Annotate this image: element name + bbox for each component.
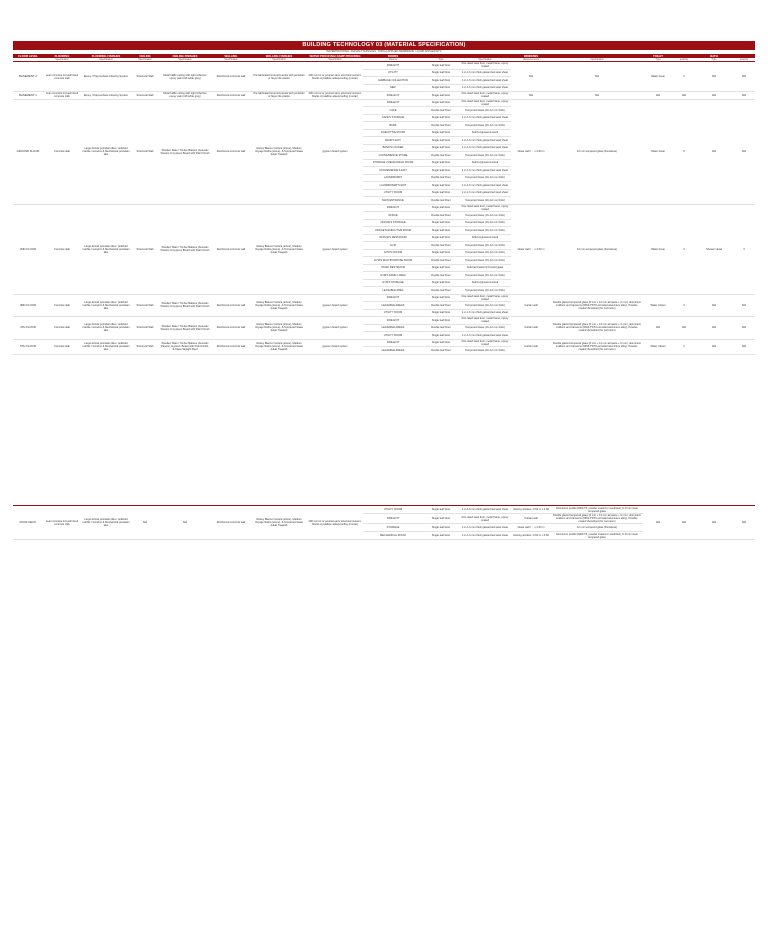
column-subheader: Specification bbox=[459, 58, 511, 62]
ceiling-finish: Wooden Slats / Timber Battens (Acoustic Panels) & Gypsum Board with Paint Finish bbox=[159, 294, 211, 317]
toilet-type: N/A bbox=[643, 506, 673, 540]
flooring-finish: Large-format porcelain tiles / polished marble / terrazzo & Mechanical porcelain tiles bbox=[81, 339, 131, 354]
door-type: Double leaf Door bbox=[423, 107, 459, 115]
door-spec: 1.2–1.6 mm thick galvanized steel sheet bbox=[459, 182, 511, 190]
spec-table bbox=[13, 54, 755, 355]
door-type: Double leaf Door bbox=[423, 212, 459, 220]
door-room: MAIN ENTRANCE bbox=[363, 197, 423, 205]
door-type: Double leaf Door bbox=[423, 272, 459, 280]
walling-spec: Reinforced concrete wall bbox=[211, 204, 251, 294]
walling-spec: Reinforced concrete wall bbox=[211, 317, 251, 340]
window-spec: Aluminium profile (6063-T5, powder coated or anodized), 6–8 mm clear tempered glass bbox=[551, 506, 643, 514]
ceiling-spec: Structural Slab bbox=[131, 99, 159, 204]
walling-finish: Glossy Bianco Carrara (stone), Medium Voyage Dabra (stone), & Tempered Glass (Heat Treated) bbox=[251, 294, 307, 317]
window-spec: Double glazed tempered glass (6 mm + 12 mm airspace + 6 mm), aluminium mullions and transoms (6063-T5/T6 extruded aluminium alloy), Powder-coated /Anodized (for corrosion) bbox=[551, 339, 643, 354]
column-subheader: Measurements bbox=[511, 58, 551, 62]
column-header: FLOORING bbox=[43, 54, 81, 58]
window-spec: Double glazed tempered glass (6 mm + 12 mm airspace + 6 mm), aluminium mullions and transoms (6063-T5/T6 extruded aluminium alloy), Powder-coated /Anodized (for corrosion) bbox=[551, 317, 643, 340]
door-spec: Tempered Glass (10–12 mm thick) bbox=[459, 197, 511, 205]
door-type: Single leaf Door bbox=[423, 159, 459, 167]
door-room: OFFICE bbox=[363, 212, 423, 220]
door-spec: Tempered Glass (10–12 mm thick) bbox=[459, 212, 511, 220]
door-type: Double leaf Door bbox=[423, 324, 459, 332]
toilet-quantity: 4 bbox=[673, 339, 695, 354]
door-type: Single leaf Door bbox=[423, 317, 459, 325]
spec-body bbox=[13, 62, 755, 355]
toilet-type: N/A bbox=[643, 317, 673, 340]
door-room: BANK'S EXIT bbox=[363, 137, 423, 145]
door-room: BANK'S LOCKER bbox=[363, 144, 423, 152]
door-room: LAUNDROMAT'S EXIT bbox=[363, 182, 423, 190]
column-header: TOILET bbox=[643, 54, 673, 58]
door-type: Single leaf Door bbox=[423, 77, 459, 85]
walling-finish: Pre-fabricated textured panels with porcelain or fleyer tile planks bbox=[251, 92, 307, 100]
toilet-quantity: 5 bbox=[673, 99, 695, 204]
roof-body bbox=[13, 506, 755, 540]
bath-quantity: N/A bbox=[733, 99, 755, 204]
door-type: Single leaf Door bbox=[423, 332, 459, 340]
window-spec: N/A bbox=[551, 92, 643, 100]
toilet-quantity: N/A bbox=[673, 92, 695, 100]
column-header: CEILING FINISHES bbox=[159, 54, 211, 58]
door-room: BANK bbox=[363, 122, 423, 130]
door-room: FIRE EXIT bbox=[363, 339, 423, 347]
door-room: FIRE EXIT bbox=[363, 62, 423, 70]
door-type: Single leaf Door bbox=[423, 182, 459, 190]
bath-type: N/A bbox=[695, 339, 733, 354]
column-header: CEILING bbox=[131, 54, 159, 58]
door-room: CAFE bbox=[363, 107, 423, 115]
door-spec: 1.2–1.6 mm thick galvanized steel sheet bbox=[459, 77, 511, 85]
table-row bbox=[13, 294, 755, 302]
door-spec: Fire-rated steel door, metal frame, epoxy coated bbox=[459, 339, 511, 347]
walling-spec: Reinforced concrete wall bbox=[211, 62, 251, 92]
ceiling-finish: Metal baffle ceiling with light reflective epoxy paint (off-white gray) bbox=[159, 92, 211, 100]
flooring-spec: Lean concrete & Fuel/mixed concrete slab bbox=[43, 506, 81, 540]
door-room: GYM'S FAMILY AREA bbox=[363, 272, 423, 280]
window-spec: N/A bbox=[551, 62, 643, 92]
ceiling-spec: N/A bbox=[131, 506, 159, 540]
door-spec: Tempered Glass (10–12 mm thick) bbox=[459, 242, 511, 250]
door-type: Single leaf Door bbox=[423, 84, 459, 92]
toilet-type: N/A bbox=[643, 92, 673, 100]
door-room: LEASABLE AREAS bbox=[363, 302, 423, 310]
toilet-quantity: 3 bbox=[673, 62, 695, 92]
bath-quantity: N/A bbox=[733, 317, 755, 340]
toilet-quantity: N/A bbox=[673, 317, 695, 340]
door-room: MEP bbox=[363, 84, 423, 92]
door-room: UTILITY bbox=[363, 69, 423, 77]
door-room: FIRE EXIT bbox=[363, 317, 423, 325]
door-type: Double leaf Door bbox=[423, 197, 459, 205]
column-header: FLOORING FINISHES bbox=[81, 54, 131, 58]
door-room: LEASABLE AREA bbox=[363, 287, 423, 295]
window-spec: Double glazed tempered glass (6 mm + 12 mm airspace + 6 mm), aluminium mullions and transoms (6063-T5/T6 extruded aluminium alloy), Powder-coated /Anodized (for corrosion) bbox=[552, 514, 642, 523]
column-subheader: Type bbox=[643, 58, 673, 62]
door-room: GARBAGE COLLECTION bbox=[363, 77, 423, 85]
door-type: Single leaf Door bbox=[423, 514, 459, 524]
window-spec: 12 mm tempered glass (frameless) bbox=[551, 204, 643, 294]
door-type: Single leaf Door bbox=[423, 69, 459, 77]
ceiling-finish: Metal baffle ceiling with light reflective epoxy paint (off-white gray) bbox=[159, 62, 211, 92]
table-row bbox=[13, 317, 755, 325]
window-spec: 12 mm tempered glass (frameless) bbox=[551, 524, 643, 532]
door-type: Double leaf Door bbox=[423, 122, 459, 130]
door-type: Single leaf Door bbox=[423, 339, 459, 347]
column-subheader: Specification bbox=[131, 58, 159, 62]
flooring-finish: Large-format porcelain tiles / polished marble / terrazzo & Mechanical porcelain tiles bbox=[81, 204, 131, 294]
toilet-type: Water Issue bbox=[643, 99, 673, 204]
door-type: Double leaf Door bbox=[423, 174, 459, 182]
page-title: BUILDING TECHNOLOGY 03 (MATERIAL SPECIFICATION) bbox=[13, 41, 755, 50]
flooring-spec: Concrete slab bbox=[43, 294, 81, 317]
door-room: LAUNDROMAT bbox=[363, 174, 423, 182]
door-spec: Tempered Glass (10–12 mm thick) bbox=[459, 324, 511, 332]
door-type: Single leaf Door bbox=[423, 309, 459, 317]
ceiling-spec: Structural Slab bbox=[131, 92, 159, 100]
door-type: Single leaf Door bbox=[423, 144, 459, 152]
waterproofing-spec: gypsum board system bbox=[307, 294, 363, 317]
door-type: Single leaf Door bbox=[423, 506, 459, 514]
door-room: OFFICE'S RESTROOM bbox=[363, 234, 423, 242]
door-spec: Fire-rated steel door, metal frame, epoxy coated bbox=[459, 62, 511, 70]
column-subheader: Specification bbox=[159, 58, 211, 62]
door-room: CONVENIENCE STORE bbox=[363, 152, 423, 160]
walling-finish: Glossy Bianco Carrara (stone), Medium Voyage Dabra (stone), & Tempered Glass (Heat Treated) bbox=[251, 317, 307, 340]
door-spec: Fire-rated steel door, metal frame, epoxy coated bbox=[459, 204, 511, 212]
door-type: Single leaf Door bbox=[423, 234, 459, 242]
column-subheader: Type bbox=[695, 58, 733, 62]
door-spec: Solid engineered wood bbox=[459, 279, 511, 287]
door-spec: Tempered Glass (10–12 mm thick) bbox=[459, 287, 511, 295]
walling-spec: Reinforced concrete wall bbox=[211, 506, 251, 540]
table-row bbox=[13, 92, 755, 100]
door-room: EXECUTIVE ROOM bbox=[363, 129, 423, 137]
bath-quantity: N/A bbox=[733, 506, 755, 540]
window-measurement: N/A bbox=[511, 62, 551, 92]
door-type: Single leaf Door bbox=[423, 137, 459, 145]
door-type: Single leaf Door bbox=[423, 532, 459, 540]
column-header: WATER PROOFING/ DAMP PROOFING bbox=[307, 54, 363, 58]
door-spec: Tempered Glass (10–12 mm thick) bbox=[459, 249, 511, 257]
door-room: UTILITY ROOM bbox=[363, 189, 423, 197]
column-header: WALLING FINISHES bbox=[251, 54, 307, 58]
flooring-spec: Concrete slab bbox=[43, 204, 81, 294]
door-type: Double leaf Door bbox=[423, 152, 459, 160]
ceiling-spec: Structural Slab bbox=[131, 62, 159, 92]
flooring-finish: Large-format porcelain tiles / polished marble / terrazzo & Mechanical porcelain tiles bbox=[81, 294, 131, 317]
door-spec: Fire-rated steel door, metal frame, epoxy coated bbox=[459, 92, 511, 100]
door-spec: Tempered Glass (10–12 mm thick) bbox=[459, 227, 511, 235]
walling-spec: Reinforced concrete wall bbox=[211, 92, 251, 100]
door-spec: 1.2–1.6 mm thick galvanized steel sheet bbox=[459, 309, 511, 317]
walling-finish: Glossy Bianco Carrara (stone), Medium Voyage Dabra (stone), & Tempered Glass (Heat Treated) bbox=[251, 99, 307, 204]
roof-deck-section bbox=[13, 505, 755, 540]
flooring-finish: Large-format porcelain tiles / polished marble / terrazzo & Mechanical porcelain tiles bbox=[81, 506, 131, 540]
flooring-spec: Concrete slab bbox=[43, 339, 81, 354]
window-measurement: N/A bbox=[511, 92, 551, 100]
window-measurement: Glass wall / ... x 2.60 m bbox=[511, 204, 551, 294]
window-spec: 12 mm tempered glass (frameless) bbox=[551, 99, 643, 204]
bath-type: N/A bbox=[695, 62, 733, 92]
waterproofing-spec: 200 mm lot or pourset sans structural cement-blocks crystalline waterproofing (mortar) bbox=[307, 62, 363, 92]
floor-level: 3RD FLOOR bbox=[13, 294, 43, 317]
door-room: FIRE EXIT bbox=[363, 99, 423, 107]
door-type: Single leaf Door bbox=[423, 92, 459, 100]
window-measurement: Glass wall / ... x 2.60 m bbox=[511, 99, 551, 204]
door-type: Double leaf Door bbox=[423, 242, 459, 250]
door-type: Double leaf Door bbox=[423, 302, 459, 310]
ceiling-spec: Structural Slab bbox=[131, 204, 159, 294]
waterproofing-note: WATERPROOFING: ASPHALT SHINGLES, TORCH-APPLIED MEMBRANE, LIQUID APPLIED ETC bbox=[326, 50, 442, 53]
spec-sheet bbox=[13, 41, 755, 355]
table-row bbox=[13, 506, 755, 514]
column-subheader: Specification bbox=[551, 58, 643, 62]
door-room: FIRE EXIT bbox=[363, 92, 423, 100]
ceiling-spec: Structural Slab bbox=[131, 339, 159, 354]
bath-type: N/A bbox=[695, 294, 733, 317]
door-room: CAFE'S STORAGE bbox=[363, 114, 423, 122]
bath-type: N/A bbox=[695, 92, 733, 100]
walling-finish: Pre-fabricated textured panels with porcelain or fleyer tile planks bbox=[251, 62, 307, 92]
toilet-quantity: N/A bbox=[673, 506, 695, 540]
door-spec: 1.2–1.6 mm thick galvanized steel sheet bbox=[459, 332, 511, 340]
door-spec: Tempered Glass (10–12 mm thick) bbox=[459, 302, 511, 310]
ceiling-finish: Wooden Slats / Timber Battens (Acoustic Panels) & Gypsum Board with Paint Finish bbox=[159, 204, 211, 294]
door-type: Double leaf Door bbox=[423, 347, 459, 355]
column-subheader: quantity bbox=[673, 58, 695, 62]
door-room: STAFF RESTROOM bbox=[363, 264, 423, 272]
window-measurement: Curtain wall bbox=[511, 294, 551, 317]
door-type: Single leaf Door bbox=[423, 129, 459, 137]
door-spec: 1.2–1.6 mm thick galvanized steel sheet bbox=[459, 137, 511, 145]
door-room: UTILITY ROOM bbox=[363, 506, 423, 514]
floor-level: GROUND FLOOR bbox=[13, 99, 43, 204]
table-row bbox=[13, 339, 755, 347]
column-subheader: Specification bbox=[81, 58, 131, 62]
door-room: UTILITY ROOM bbox=[363, 332, 423, 340]
walling-spec: Reinforced concrete wall bbox=[211, 339, 251, 354]
ceiling-finish: Wooden Slats / Timber Battens (Acoustic Panels) & Gypsum Board with Paint Finish bbox=[159, 99, 211, 204]
column-subheader: Type bbox=[423, 58, 459, 62]
flooring-finish: Epoxy / Polyurethane Flooring System bbox=[81, 92, 131, 100]
door-room: STORAGE / MECHANICAL ROOM bbox=[363, 159, 423, 167]
door-type: Single leaf Door bbox=[423, 62, 459, 70]
window-spec: Double glazed tempered glass (6 mm + 12 mm airspace + 6 mm), aluminium mullions and transoms (6063-T5/T6 extruded aluminium alloy), Powder-coated /Anodized (for corrosion) bbox=[551, 294, 643, 317]
door-type: Single leaf Door bbox=[423, 524, 459, 532]
bath-quantity: N/A bbox=[733, 339, 755, 354]
waterproofing-spec: gypsum board system bbox=[307, 204, 363, 294]
door-room: CONVENIENCE'S EXIT bbox=[363, 167, 423, 175]
door-spec: 1.2–1.6 mm thick galvanized steel sheet bbox=[459, 144, 511, 152]
column-header: FLOOR LEVEL bbox=[13, 54, 43, 58]
door-spec: Fire-rated steel door, metal frame, epoxy coated bbox=[459, 317, 511, 325]
door-room: STORAGE bbox=[363, 524, 423, 532]
bath-quantity: N/A bbox=[733, 92, 755, 100]
door-room: MECHANICAL ROOM bbox=[363, 532, 423, 540]
table-row bbox=[13, 62, 755, 70]
roof-table bbox=[13, 505, 755, 540]
door-spec: Solid engineered wood bbox=[459, 234, 511, 242]
ceiling-spec: Structural Slab bbox=[131, 317, 159, 340]
door-room: FIRE EXIT bbox=[363, 204, 423, 212]
flooring-finish: Large-format porcelain tiles / polished marble / terrazzo & Mechanical porcelain tiles bbox=[81, 99, 131, 204]
column-header: DOORS bbox=[363, 54, 423, 58]
door-spec: 1.2–1.6 mm thick galvanized steel sheet bbox=[459, 84, 511, 92]
door-room: GYM bbox=[363, 242, 423, 250]
door-spec: Solid laminated & Frosted glass bbox=[459, 264, 511, 272]
waterproofing-spec: gypsum board system bbox=[307, 317, 363, 340]
floor-level: 4TH FLOOR bbox=[13, 317, 43, 340]
door-spec: Tempered Glass (10–12 mm thick) bbox=[459, 257, 511, 265]
window-measurement: Curtain wall bbox=[511, 339, 551, 354]
flooring-spec: Concrete slab bbox=[43, 99, 81, 204]
door-spec: 1.2–1.6 mm thick galvanized steel sheet bbox=[459, 189, 511, 197]
column-subheader: Specification bbox=[251, 58, 307, 62]
door-room: LEASABLE AREAS bbox=[363, 347, 423, 355]
door-room: UTILITY ROOM bbox=[363, 309, 423, 317]
toilet-type: Water Issue bbox=[643, 204, 673, 294]
door-spec: Solid engineered wood bbox=[459, 129, 511, 137]
walling-finish: Glossy Bianco Carrara (stone), Medium Voyage Dabra (stone), & Tempered Glass (Heat Treated) bbox=[251, 339, 307, 354]
door-type: Single leaf Door bbox=[423, 249, 459, 257]
column-subheader: Rooms bbox=[363, 58, 423, 62]
flooring-spec: Concrete slab bbox=[43, 317, 81, 340]
floor-level: 5TH FLOOR bbox=[13, 339, 43, 354]
door-room: GYM'S MULTIPURPOSE ROOM bbox=[363, 257, 423, 265]
ceiling-spec: Structural Slab bbox=[131, 294, 159, 317]
door-spec: Tempered Glass (10–12 mm thick) bbox=[459, 272, 511, 280]
flooring-spec: Lean concrete & Fuel/mixed concrete slab bbox=[43, 92, 81, 100]
door-room: FIRE EXIT bbox=[363, 514, 423, 524]
column-subheader: Specification bbox=[307, 58, 363, 62]
bath-type: N/A bbox=[695, 99, 733, 204]
door-type: Single leaf Door bbox=[423, 279, 459, 287]
door-type: Single leaf Door bbox=[423, 264, 459, 272]
window-measurement: Awning window / 0.60 m x 0.60 bbox=[511, 532, 551, 540]
column-header: WALLING bbox=[211, 54, 251, 58]
window-measurement: Awning window / 0.60 m x 0.60 bbox=[511, 506, 551, 514]
door-type: Double leaf Door bbox=[423, 257, 459, 265]
door-spec: Fire-rated steel door, metal frame, epoxy coated bbox=[459, 514, 511, 524]
door-type: Single leaf Door bbox=[423, 227, 459, 235]
bath-quantity: N/A bbox=[733, 294, 755, 317]
bath-type: N/A bbox=[695, 506, 733, 540]
door-spec: 1.2–1.6 mm thick galvanized steel sheet bbox=[459, 524, 511, 532]
table-row bbox=[13, 204, 755, 212]
toilet-type: Water Closet bbox=[643, 294, 673, 317]
door-spec: 1.2–1.6 mm thick galvanized steel sheet bbox=[459, 167, 511, 175]
door-spec: 1.2–1.6 mm thick galvanized steel sheet bbox=[459, 114, 511, 122]
ceiling-finish: N/A bbox=[159, 506, 211, 540]
flooring-spec: Lean concrete & Fuel/mixed concrete slab bbox=[43, 62, 81, 92]
door-room: FIRE EXIT bbox=[363, 294, 423, 302]
door-spec: Tempered Glass (10–12 mm thick) bbox=[459, 219, 511, 227]
flooring-finish: Epoxy / Polyurethane Flooring System bbox=[81, 62, 131, 92]
walling-spec: Reinforced concrete wall bbox=[211, 294, 251, 317]
walling-finish: Glossy Bianco Carrara (stone), Medium Voyage Dabra (stone), & Tempered Glass (Heat Treated) bbox=[251, 506, 307, 540]
door-room: GYM'S STORAGE bbox=[363, 279, 423, 287]
floor-level: BASEMENT 1 bbox=[13, 92, 43, 100]
door-spec: 1.2–1.6 mm thick galvanized steel sheet bbox=[459, 69, 511, 77]
door-spec: Tempered Glass (10–12 mm thick) bbox=[459, 107, 511, 115]
ceiling-finish: Wooden Slats / Timber Battens (Acoustic Panels), Gypsum Board with Paint Finish, & Glass Skylight Roof bbox=[159, 339, 211, 354]
door-type: Single leaf Door bbox=[423, 189, 459, 197]
waterproofing-spec: 200 mm lot or pourset sans structural cement-blocks crystalline waterproofing (mortar) bbox=[307, 506, 363, 540]
ceiling-finish: Wooden Slats / Timber Battens (Acoustic Panels) & Gypsum Board with Paint Finish bbox=[159, 317, 211, 340]
window-measurement: Curtain wall bbox=[511, 514, 551, 524]
door-type: Single leaf Door bbox=[423, 114, 459, 122]
walling-finish: Glossy Bianco Carrara (stone), Medium Voyage Dabra (stone), & Tempered Glass (Heat Treated) bbox=[251, 204, 307, 294]
window-spec: Aluminium profile (6063-T5, powder coated or anodized), 6–8 mm clear tempered glass bbox=[551, 532, 643, 540]
window-measurement: Curtain wall bbox=[511, 317, 551, 340]
door-spec: Tempered Glass (10–12 mm thick) bbox=[459, 347, 511, 355]
bath-type: N/A bbox=[695, 317, 733, 340]
waterproofing-spec: gypsum board system bbox=[307, 99, 363, 204]
flooring-finish: Large-format porcelain tiles / polished marble / terrazzo & Mechanical porcelain tiles bbox=[81, 317, 131, 340]
door-room: LEASABLE AREAS bbox=[363, 324, 423, 332]
door-room: GYM'S OFFICE bbox=[363, 249, 423, 257]
door-spec: Tempered Glass (10–12 mm thick) bbox=[459, 122, 511, 130]
door-spec: Tempered Glass (10–12 mm thick) bbox=[459, 152, 511, 160]
bath-type: Shower Head bbox=[695, 204, 733, 294]
column-subheader: Specification bbox=[211, 58, 251, 62]
bath-quantity: 3 bbox=[733, 204, 755, 294]
floor-level: BASEMENT 2 bbox=[13, 62, 43, 92]
door-spec: 1.2–1.6 mm thick galvanized steel sheet bbox=[459, 532, 511, 540]
door-spec: Tempered Glass (10–12 mm thick) bbox=[459, 174, 511, 182]
door-type: Single leaf Door bbox=[423, 99, 459, 107]
door-room: OFFICE'S STORAGE bbox=[363, 219, 423, 227]
table-row bbox=[13, 99, 755, 107]
toilet-quantity: 4 bbox=[673, 294, 695, 317]
column-subheader: quantity bbox=[733, 58, 755, 62]
toilet-type: Water Issue bbox=[643, 62, 673, 92]
toilet-type: Water Closet bbox=[643, 339, 673, 354]
door-type: Single leaf Door bbox=[423, 204, 459, 212]
door-spec: Fire-rated steel door, metal frame, epoxy coated bbox=[459, 294, 511, 302]
waterproofing-spec: gypsum board system bbox=[307, 339, 363, 354]
door-spec: Fire-rated steel door, metal frame, epoxy coated bbox=[459, 99, 511, 107]
door-type: Single leaf Door bbox=[423, 167, 459, 175]
door-spec: Solid engineered wood bbox=[459, 159, 511, 167]
bath-quantity: N/A bbox=[733, 62, 755, 92]
column-subheader: Specification bbox=[43, 58, 81, 62]
window-measurement: Glass wall / ... x 2.60 m bbox=[511, 524, 551, 532]
toilet-quantity: 4 bbox=[673, 204, 695, 294]
door-type: Single leaf Door bbox=[423, 219, 459, 227]
floor-level: 2ND FLOOR bbox=[13, 204, 43, 294]
door-spec: 1.2–1.6 mm thick galvanized steel sheet bbox=[459, 506, 511, 514]
door-type: Single leaf Door bbox=[423, 294, 459, 302]
door-room: OFFICE'S EXECUTIVE ROOM bbox=[363, 227, 423, 235]
door-type: Double leaf Door bbox=[423, 287, 459, 295]
column-header: WINDOWS bbox=[511, 54, 551, 58]
waterproofing-spec: 200 mm lot or pourset sans structural cement-blocks crystalline waterproofing (mortar) bbox=[308, 92, 362, 99]
column-header: BATH bbox=[695, 54, 733, 58]
walling-spec: Reinforced concrete wall bbox=[211, 99, 251, 204]
floor-level: ROOF DECK bbox=[13, 506, 43, 540]
